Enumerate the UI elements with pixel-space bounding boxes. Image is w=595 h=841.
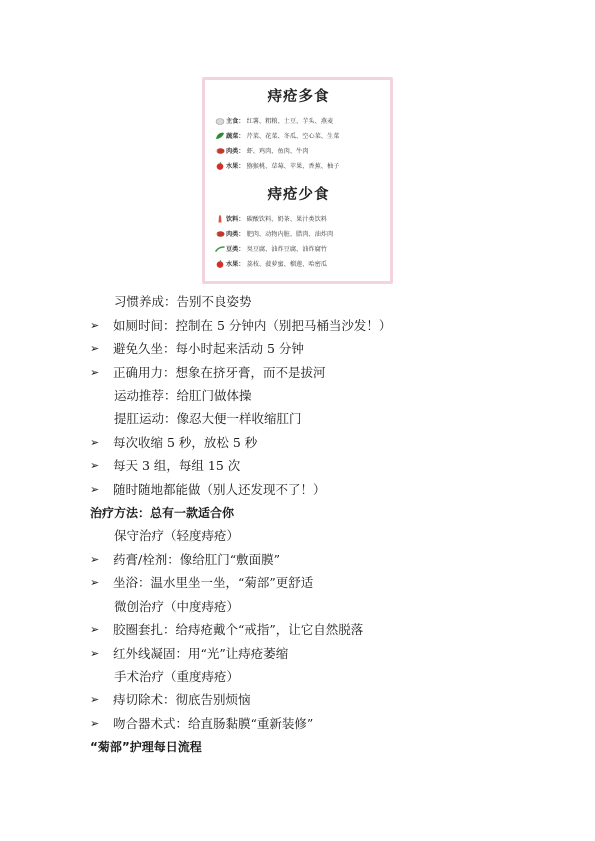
meat-icon (215, 230, 225, 238)
habit-title: 习惯养成：告别不良姿势 (114, 294, 252, 309)
food-items: 猕猴桃、草莓、苹果、香蕉、柚子 (246, 163, 340, 170)
arrow-bullet-icon: ➢ (90, 623, 100, 636)
list-item (90, 572, 313, 594)
list-item-text: 胶圈套扎：给痔疮戴个“戒指”，让它自然脱落 (113, 622, 364, 637)
kegel-title: 提肛运动：像忍大便一样收缩肛门 (114, 411, 302, 426)
meat-icon (215, 147, 225, 155)
arrow-bullet-icon: ➢ (90, 342, 100, 355)
list-item (90, 362, 326, 384)
food-category: 水果： (226, 163, 245, 170)
food-items: 虾、鸡肉、鱼肉、牛肉 (246, 148, 309, 155)
fruit-icon (215, 260, 225, 268)
rice-icon (215, 117, 225, 125)
list-item-text: 随时随地都能做（别人还发现不了！） (113, 482, 326, 497)
food-row (215, 241, 382, 256)
food-items: 臭豆腐、油炸豆腐、油炸腐竹 (246, 246, 327, 253)
list-item (90, 549, 280, 571)
food-row (215, 226, 382, 241)
arrow-bullet-icon: ➢ (90, 576, 100, 589)
vegetable-icon (215, 132, 225, 140)
diet-infographic (202, 77, 393, 284)
treatment-heading: 治疗方法：总有一款适合你 (90, 506, 235, 520)
food-category: 肉类： (226, 148, 245, 155)
list-item-text: 药膏/栓剂：像给肛门“敷面膜” (113, 552, 280, 567)
food-items: 肥肉、动物内脏、腊肉、油炸肉 (246, 231, 334, 238)
list-item (90, 713, 313, 735)
list-item-text: 痔切除术：彻底告别烦恼 (113, 692, 251, 707)
surgery-title: 手术治疗（重度痔疮） (114, 669, 240, 684)
fruit-icon (215, 162, 225, 170)
list-item (90, 315, 391, 337)
arrow-bullet-icon: ➢ (90, 459, 100, 472)
food-category: 主食： (226, 118, 245, 125)
eat-less-list (215, 211, 382, 271)
food-category: 水果： (226, 261, 245, 268)
list-item-text: 每天 3 组，每组 15 次 (113, 458, 241, 473)
arrow-bullet-icon: ➢ (90, 319, 100, 332)
list-item-text: 避免久坐：每小时起来活动 5 分钟 (113, 341, 304, 356)
list-item (90, 689, 251, 711)
exercise-title: 运动推荐：给肛门做体操 (114, 388, 252, 403)
arrow-bullet-icon: ➢ (90, 436, 100, 449)
food-category: 饮料： (226, 216, 245, 223)
food-row (215, 128, 382, 143)
list-item-text: 坐浴：温水里坐一坐，“菊部”更舒适 (113, 575, 314, 590)
food-row (215, 143, 382, 158)
arrow-bullet-icon: ➢ (90, 553, 100, 566)
food-category: 豆类： (226, 246, 245, 253)
food-items: 荔枝、菠萝蜜、榴莲、哈密瓜 (246, 261, 327, 268)
eat-more-list (215, 113, 382, 173)
drink-icon (215, 215, 225, 223)
list-item (90, 338, 304, 360)
eat-less-title: 痔疮少食 (267, 187, 330, 203)
list-item-text: 如厕时间：控制在 5 分钟内（别把马桶当沙发！） (113, 318, 392, 333)
food-category: 蔬菜： (226, 133, 245, 140)
food-items: 红薯、粗粮、土豆、芋头、燕麦 (246, 118, 334, 125)
arrow-bullet-icon: ➢ (90, 366, 100, 379)
arrow-bullet-icon: ➢ (90, 717, 100, 730)
list-item-text: 红外线凝固：用“光”让痔疮萎缩 (113, 646, 289, 661)
food-category: 肉类： (226, 231, 245, 238)
list-item-text: 吻合器术式：给直肠黏膜“重新装修” (113, 716, 314, 731)
food-row (215, 158, 382, 173)
list-item-text: 正确用力：想象在挤牙膏，而不是拔河 (113, 365, 326, 380)
list-item (90, 455, 240, 477)
list-item-text: 每次收缩 5 秒，放松 5 秒 (113, 435, 258, 450)
food-items: 碳酸饮料、奶茶、果汁类饮料 (246, 216, 327, 223)
minimal-title: 微创治疗（中度痔疮） (114, 599, 240, 614)
arrow-bullet-icon: ➢ (90, 693, 100, 706)
food-row (215, 211, 382, 226)
list-item (90, 432, 257, 454)
list-item (90, 619, 363, 641)
list-item (90, 643, 288, 665)
food-row (215, 256, 382, 271)
food-items: 芹菜、花菜、冬瓜、空心菜、生菜 (246, 133, 340, 140)
arrow-bullet-icon: ➢ (90, 483, 100, 496)
food-row (215, 113, 382, 128)
arrow-bullet-icon: ➢ (90, 647, 100, 660)
conservative-title: 保守治疗（轻度痔疮） (114, 528, 240, 543)
care-heading: “菊部”护理每日流程 (90, 740, 202, 754)
beans-icon (215, 245, 225, 253)
list-item (90, 479, 326, 501)
eat-more-title: 痔疮多食 (267, 89, 330, 105)
